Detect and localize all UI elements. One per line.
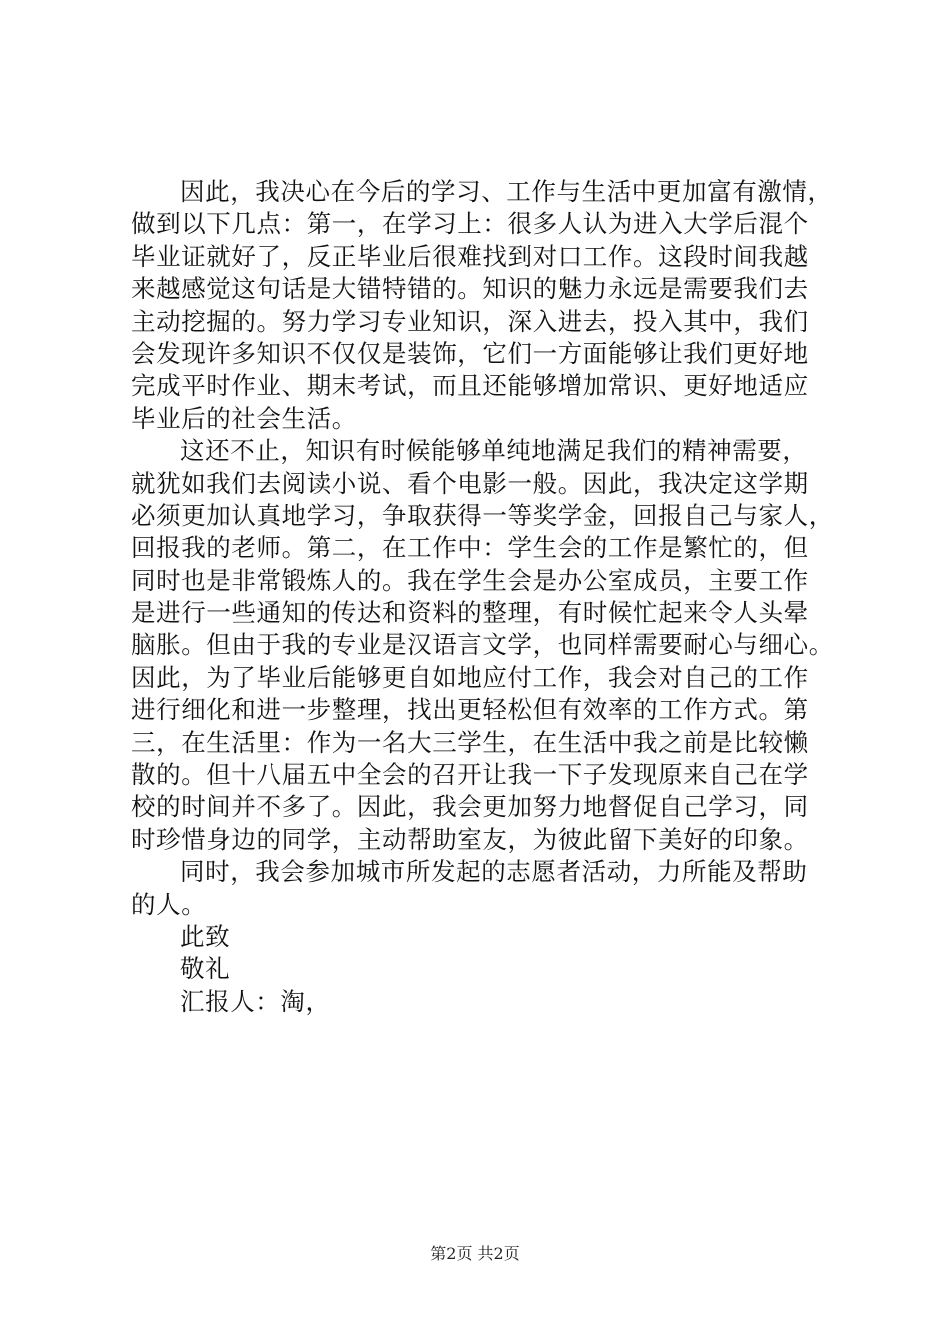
text-line: 进行细化和进一步整理，找出更轻松但有效率的工作方式。第	[131, 695, 809, 725]
text-line: 同时也是非常锻炼人的。我在学生会是办公室成员，主要工作	[131, 565, 809, 595]
text-line: 同时，我会参加城市所发起的志愿者活动，力所能及帮助	[180, 857, 808, 887]
text-line: 毕业证就好了，反正毕业后很难找到对口工作。这段时间我越	[131, 241, 809, 271]
text-line: 校的时间并不多了。因此，我会更加努力地督促自己学习，同	[131, 792, 809, 822]
text-line: 来越感觉这句话是大错特错的。知识的魅力永远是需要我们去	[131, 274, 809, 304]
text-line: 的人。	[131, 889, 207, 919]
text-line: 这还不止，知识有时候能够单纯地满足我们的精神需要，	[180, 436, 808, 466]
text-line: 完成平时作业、期末考试，而且还能够增加常识、更好地适应	[131, 371, 809, 401]
text-line: 脑胀。但由于我的专业是汉语言文学，也同样需要耐心与细心。	[131, 630, 834, 660]
text-line: 因此，为了毕业后能够更自如地应付工作，我会对自己的工作	[131, 662, 809, 692]
text-line: 主动挖掘的。努力学习专业知识，深入进去，投入其中，我们	[131, 306, 809, 336]
page-number-footer: 第2页 共2页	[430, 1244, 520, 1263]
text-line: 是进行一些通知的传达和资料的整理，有时候忙起来令人头晕	[131, 598, 809, 628]
text-line: 三，在生活里：作为一名大三学生，在生活中我之前是比较懒	[131, 727, 809, 757]
text-line: 会发现许多知识不仅仅是装饰，它们一方面能够让我们更好地	[131, 338, 809, 368]
text-line: 散的。但十八届五中全会的召开让我一下子发现原来自己在学	[131, 760, 809, 790]
text-line: 毕业后的社会生活。	[131, 403, 357, 433]
text-line: 因此，我决心在今后的学习、工作与生活中更加富有激情，	[180, 177, 833, 206]
closing-respect: 敬礼	[180, 954, 231, 984]
text-line: 时珍惜身边的同学，主动帮助室友，为彼此留下美好的印象。	[131, 824, 809, 854]
text-line: 就犹如我们去阅读小说、看个电影一般。因此，我决定这学期	[131, 468, 809, 498]
closing-salutation: 此致	[180, 921, 231, 951]
text-line: 回报我的老师。第二，在工作中：学生会的工作是繁忙的，但	[131, 533, 809, 563]
text-line: 做到以下几点：第一，在学习上：很多人认为进入大学后混个	[131, 209, 809, 239]
letter-body	[131, 176, 834, 1018]
text-line: 必须更加认真地学习，争取获得一等奖学金，回报自己与家人，	[131, 500, 834, 530]
reporter-signature: 汇报人：淘，	[180, 986, 331, 1016]
